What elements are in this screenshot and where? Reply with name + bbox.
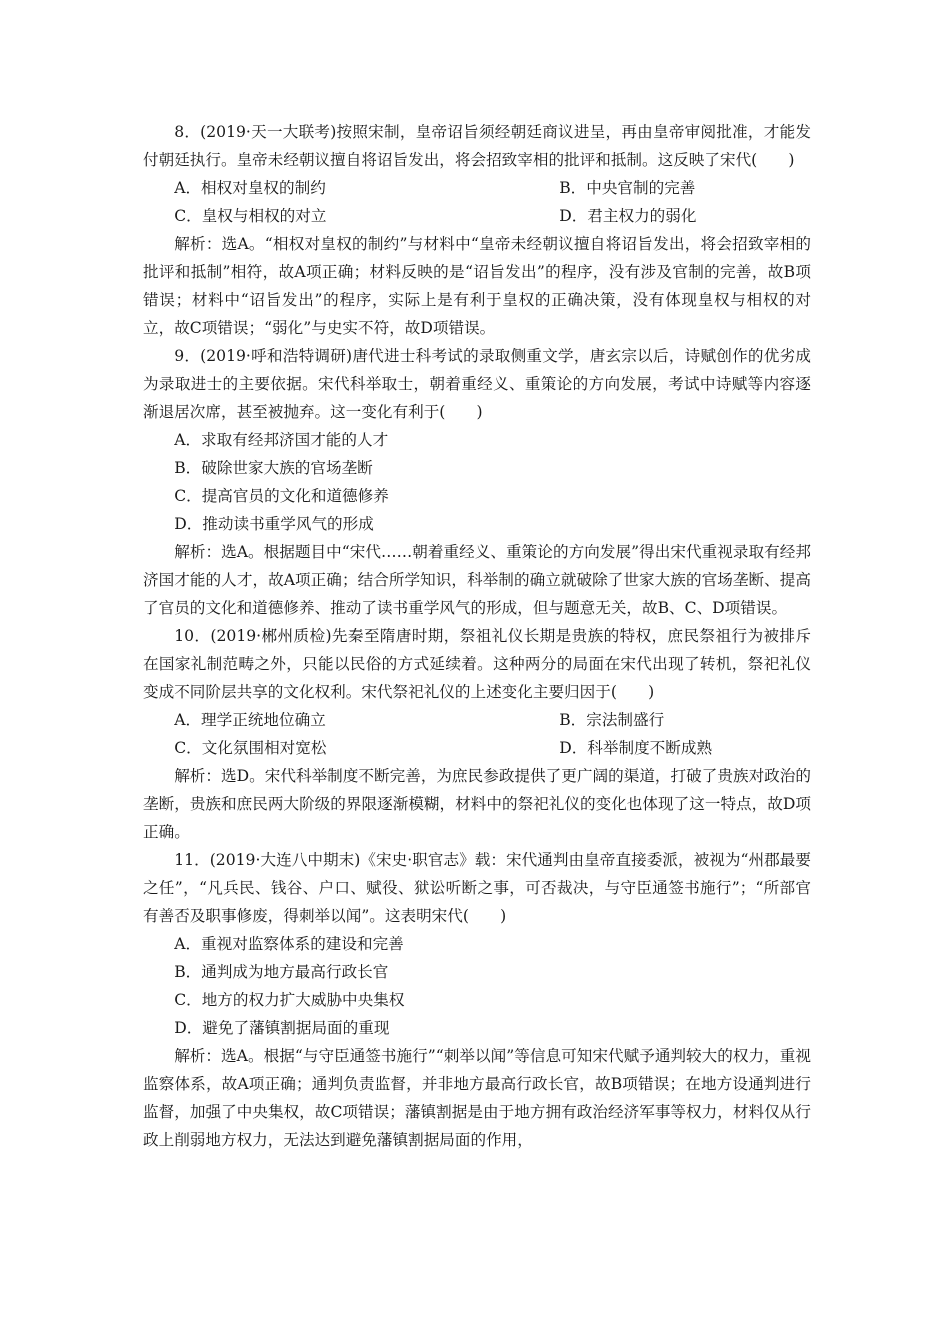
question-8-analysis: 解析：选A。“相权对皇权的制约”与材料中“皇帝未经朝议擅自将诏旨发出，将会招致宰相的批评和抵制”相符，故A项正确；材料反映的是“诏旨发出”的程序，没有涉及官制的完善，故B项错误；材料中“诏旨发出”的程序，实际上是有利于皇权的正确决策，没有体现皇权与相权的对立，故C项错误；“弱化”与史实不符，故D项错误。 (143, 235, 811, 337)
question-11-option-a: A．重视对监察体系的建设和完善 (174, 935, 404, 953)
question-10-options-row-1 (143, 706, 811, 734)
question-8-option-d: D．君主权力的弱化 (559, 207, 697, 225)
question-8-options-row-1 (143, 174, 811, 202)
question-9-option-a: A．求取有经邦济国才能的人才 (174, 431, 389, 449)
question-8-option-b: B．中央官制的完善 (559, 179, 696, 197)
question-8-options-row-2 (143, 202, 811, 230)
question-10-analysis: 解析：选D。宋代科举制度不断完善，为庶民参政提供了更广阔的渠道，打破了贵族对政治的垄断，贵族和庶民两大阶级的界限逐渐模糊，材料中的祭祀礼仪的变化也体现了这一特点，故D项正确。 (143, 767, 811, 841)
question-10-stem: 10．(2019·郴州质检)先秦至隋唐时期，祭祖礼仪长期是贵族的特权，庶民祭祖行为被排斥在国家礼制范畴之外，只能以民俗的方式延续着。这种两分的局面在宋代出现了转机，祭祀礼仪变成不同阶层共享的文化权利。宋代祭祀礼仪的上述变化主要归因于( ) (143, 627, 811, 701)
question-8-stem: 8．(2019·天一大联考)按照宋制，皇帝诏旨须经朝廷商议进呈，再由皇帝审阅批准，才能发付朝廷执行。皇帝未经朝议擅自将诏旨发出，将会招致宰相的批评和抵制。这反映了宋代( ) (143, 123, 811, 169)
question-10-options-row-2 (143, 734, 811, 762)
question-11-stem: 11．(2019·大连八中期末)《宋史·职官志》载：宋代通判由皇帝直接委派，被视为“州郡最要之任”，“凡兵民、钱谷、户口、赋役、狱讼听断之事，可否裁决，与守臣通签书施行”；“所部官有善否及职事修废，得刺举以闻”。这表明宋代( ) (143, 851, 811, 925)
question-11-analysis: 解析：选A。根据“与守臣通签书施行”“刺举以闻”等信息可知宋代赋予通判较大的权力，重视监察体系，故A项正确；通判负责监督，并非地方最高行政长官，故B项错误；在地方设通判进行监督，加强了中央集权，故C项错误；藩镇割据是由于地方拥有政治经济军事等权力，材料仅从行政上削弱地方权力，无法达到避免藩镇割据局面的作用， (143, 1047, 811, 1149)
question-9-option-d: D．推动读书重学风气的形成 (174, 515, 374, 533)
question-10-option-b: B．宗法制盛行 (559, 711, 665, 729)
question-8-option-c: C．皇权与相权的对立 (174, 207, 327, 225)
question-9-stem: 9．(2019·呼和浩特调研)唐代进士科考试的录取侧重文学，唐玄宗以后，诗赋创作的优劣成为录取进士的主要依据。宋代科举取士，朝着重经义、重策论的方向发展，考试中诗赋等内容逐渐退居次席，甚至被抛弃。这一变化有利于( ) (143, 347, 811, 421)
question-11-option-c: C．地方的权力扩大威胁中央集权 (174, 991, 405, 1009)
question-10-option-c: C．文化氛围相对宽松 (174, 739, 327, 757)
question-8-option-a: A．相权对皇权的制约 (174, 179, 326, 197)
question-9-analysis: 解析：选A。根据题目中“宋代……朝着重经义、重策论的方向发展”得出宋代重视录取有经邦济国才能的人才，故A项正确；结合所学知识，科举制的确立就破除了世家大族的官场垄断、提高了官员的文化和道德修养、推动了读书重学风气的形成，但与题意无关，故B、C、D项错误。 (143, 543, 811, 617)
question-9-option-c: C．提高官员的文化和道德修养 (174, 487, 389, 505)
question-9-option-b: B．破除世家大族的官场垄断 (174, 459, 373, 477)
document-page (143, 118, 811, 1154)
question-10-option-d: D．科举制度不断成熟 (559, 739, 713, 757)
question-10-option-a: A．理学正统地位确立 (174, 711, 326, 729)
question-11-option-b: B．通判成为地方最高行政长官 (174, 963, 389, 981)
question-11-option-d: D．避免了藩镇割据局面的重现 (174, 1019, 390, 1037)
